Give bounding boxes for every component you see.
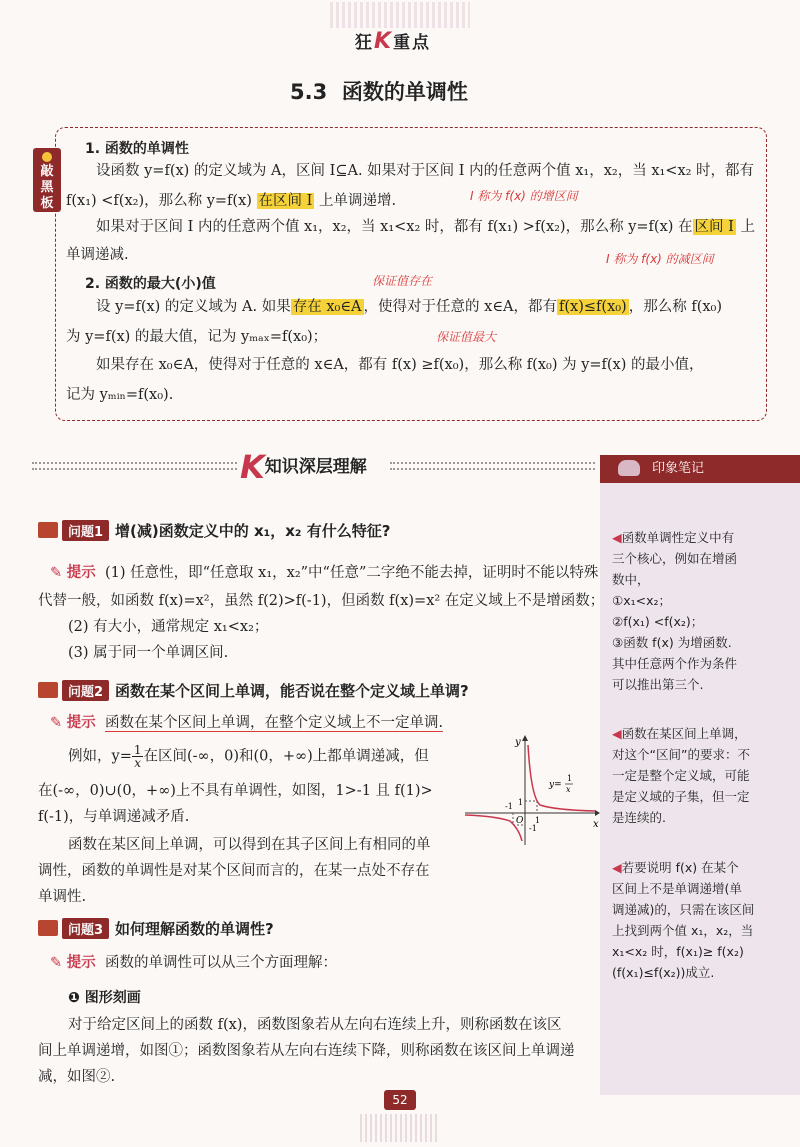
- blackboard-heading-1: 1. 函数的单调性: [85, 141, 189, 157]
- sidebar-note-line: ①x₁<x₂；: [612, 593, 671, 608]
- q1-l4: (3) 属于同一个单调区间.: [68, 645, 229, 661]
- sidebar-note-line: (f(x₁)≤f(x₂))成立.: [612, 965, 715, 980]
- pencil-icon: ✎: [50, 715, 63, 731]
- header-pattern: [330, 2, 470, 28]
- sidebar-note-line: 是定义域的子集，但一定: [612, 789, 750, 804]
- sidebar-note-line: 上找到两个值 x₁，x₂，当: [612, 923, 754, 938]
- q2-l1: 例如，y= $\frac{1}{x}$ 在区间(-∞，0)和(0，+∞)上都单调递减，但: [68, 743, 429, 770]
- y-axis-arrow: [522, 735, 528, 741]
- q3-l1: 对于给定区间上的函数 f(x)，函数图象若从左向右连续上升，则称函数在该区: [68, 1017, 562, 1033]
- banner-dots-right: [390, 462, 595, 470]
- sidebar-header: 印象笔记: [600, 455, 800, 483]
- elephant-icon: [618, 460, 640, 476]
- bb-p2a: 如果对于区间 I 内的任意两个值 x₁，x₂，当 x₁<x₂ 时，都有 f(x₁) >f(x₂)，那么称 y=f(x) 在 区间 I 上: [96, 219, 755, 235]
- q1-l3: (2) 有大小，通常规定 x₁<x₂；: [68, 619, 269, 635]
- sidebar-note-line: 区间上不是单调递增(单: [612, 881, 742, 896]
- section-title: 5.3 函数的单调性: [290, 80, 468, 104]
- sidebar-note-line: ◀函数单调性定义中有: [612, 530, 735, 545]
- graph-curve-den: x: [566, 785, 571, 794]
- graph-tick-right: 1: [535, 816, 541, 825]
- bb-p3a: 设 y=f(x) 的定义域为 A. 如果 存在 x₀∈A ，使得对于任意的 x∈A，都有 f(x)≤f(x₀) ，那么称 f(x₀): [96, 299, 722, 315]
- note-decreasing-interval: I 称为 f(x) 的减区间: [606, 252, 714, 266]
- graph-origin: O: [516, 816, 524, 826]
- footer-pattern: [360, 1114, 440, 1142]
- sidebar-note-line: ③函数 f(x) 为增函数.: [612, 635, 732, 650]
- q2-l4: 函数在某区间上单调，可以得到在其子区间上有相同的单: [68, 837, 431, 853]
- sidebar-note-line: ◀函数在某区间上单调，: [612, 726, 747, 741]
- q2-l6: 单调性.: [38, 889, 87, 905]
- note-value-exists: 保证值存在: [372, 274, 433, 288]
- deep-title: K知识深层理解: [240, 448, 367, 486]
- note-increasing-interval: I 称为 f(x) 的增区间: [470, 189, 578, 203]
- graph-curve-label: y=: [549, 780, 562, 790]
- sidebar-note-line: 是连续的.: [612, 810, 666, 825]
- lightbulb-icon: [42, 152, 52, 162]
- q3-title: 问题3 如何理解函数的单调性?: [38, 918, 274, 939]
- sidebar-notes: [600, 455, 800, 1095]
- note-value-max: 保证值最大: [436, 330, 497, 344]
- blackboard-label: 敲黑板: [33, 148, 61, 212]
- bb-p1a: 设函数 y=f(x) 的定义域为 A，区间 I⊆A. 如果对于区间 I 内的任意两个值 x₁，x₂，当 x₁<x₂ 时，都有: [96, 163, 755, 179]
- bb-p4b: 记为 yₘᵢₙ=f(x₀).: [66, 387, 174, 403]
- bb-p4a: 如果存在 x₀∈A，使得对于任意的 x∈A，都有 f(x) ≥f(x₀)，那么称 f(x₀) 为 y=f(x) 的最小值，: [96, 357, 704, 373]
- sidebar-note-3: [612, 857, 754, 983]
- graph-tick-bottom: -1: [529, 824, 537, 833]
- sidebar-note-line: 可以推出第三个.: [612, 677, 704, 692]
- sidebar-note-line: 对这个“区间”的要求：不: [612, 747, 750, 762]
- sidebar-note-2: [612, 723, 750, 828]
- q2-l0: ✎ 提示 函数在某个区间上单调，在整个定义域上不一定单调.: [50, 715, 444, 731]
- sidebar-note-line: ②f(x₁) <f(x₂)；: [612, 614, 704, 629]
- pencil-icon: ✎: [50, 565, 63, 581]
- graph-y-label: y: [515, 737, 521, 748]
- bb-p3b: 为 y=f(x) 的最大值，记为 yₘₐₓ=f(x₀)；: [66, 329, 328, 345]
- q3-l3: 减，如图②.: [38, 1069, 116, 1085]
- reciprocal-graph: [465, 735, 600, 845]
- pencil-icon: ✎: [50, 955, 63, 971]
- curve-branch-right: [528, 745, 595, 811]
- book-icon: [38, 920, 58, 936]
- q1-l1: ✎ 提示 (1) 任意性，即“任意取 x₁，x₂”中“任意”二字绝不能去掉，证明时不能以特殊: [50, 565, 599, 581]
- q3-l2: 间上单调递增，如图①；函数图象若从左向右连续下降，则称函数在该区间上单调递: [38, 1043, 575, 1059]
- q3-l0: ✎ 提示 函数的单调性可以从三个方面理解：: [50, 955, 337, 971]
- sidebar-note-line: 其中任意两个作为条件: [612, 656, 738, 671]
- q2-l2: 在(-∞，0)∪(0，+∞)上不具有单调性，如图，1>-1 且 f(1)>: [38, 783, 433, 799]
- x-axis-arrow: [595, 810, 600, 816]
- sidebar-note-1: [612, 527, 737, 695]
- page-number: 52: [384, 1090, 416, 1110]
- graph-curve-num: 1: [567, 774, 573, 783]
- graph-x-label: x: [593, 819, 599, 830]
- q2-l5: 调性，函数的单调性是对某个区间而言的，在某一点处不存在: [38, 863, 430, 879]
- sidebar-note-line: 调递减)的，只需在该区间: [612, 902, 755, 917]
- q3-subheading: ❶ 图形刻画: [68, 990, 141, 1006]
- sidebar-note-line: x₁<x₂ 时，f(x₁)≥ f(x₂): [612, 944, 744, 959]
- q2-l3: f(-1)，与单调递减矛盾.: [38, 809, 190, 825]
- bb-p1b: f(x₁) <f(x₂)，那么称 y=f(x) 在区间 I 上单调递增.: [66, 193, 397, 209]
- book-icon: [38, 682, 58, 698]
- graph-tick-left: -1: [505, 802, 513, 811]
- brand-logo: 狂K重点: [355, 29, 432, 54]
- sidebar-note-line: 数中，: [612, 572, 650, 587]
- q1-title: 问题1 增(减)函数定义中的 x₁，x₂ 有什么特征?: [38, 520, 390, 541]
- bb-p2b: 单调递减.: [66, 247, 129, 263]
- banner-dots-left: [32, 462, 237, 470]
- q1-l2: 代替一般，如函数 f(x)=x²，虽然 f(2)>f(-1)，但函数 f(x)=x² 在定义域上不是增函数；: [38, 593, 605, 609]
- blackboard-heading-2: 2. 函数的最大(小)值: [85, 276, 216, 292]
- q2-title: 问题2 函数在某个区间上单调，能否说在整个定义域上单调?: [38, 680, 469, 701]
- graph-tick-top: 1: [518, 798, 524, 807]
- sidebar-note-line: 三个核心，例如在增函: [612, 551, 738, 566]
- sidebar-note-line: ◀若要说明 f(x) 在某个: [612, 860, 739, 875]
- book-icon: [38, 522, 58, 538]
- sidebar-note-line: 一定是整个定义域，可能: [612, 768, 750, 783]
